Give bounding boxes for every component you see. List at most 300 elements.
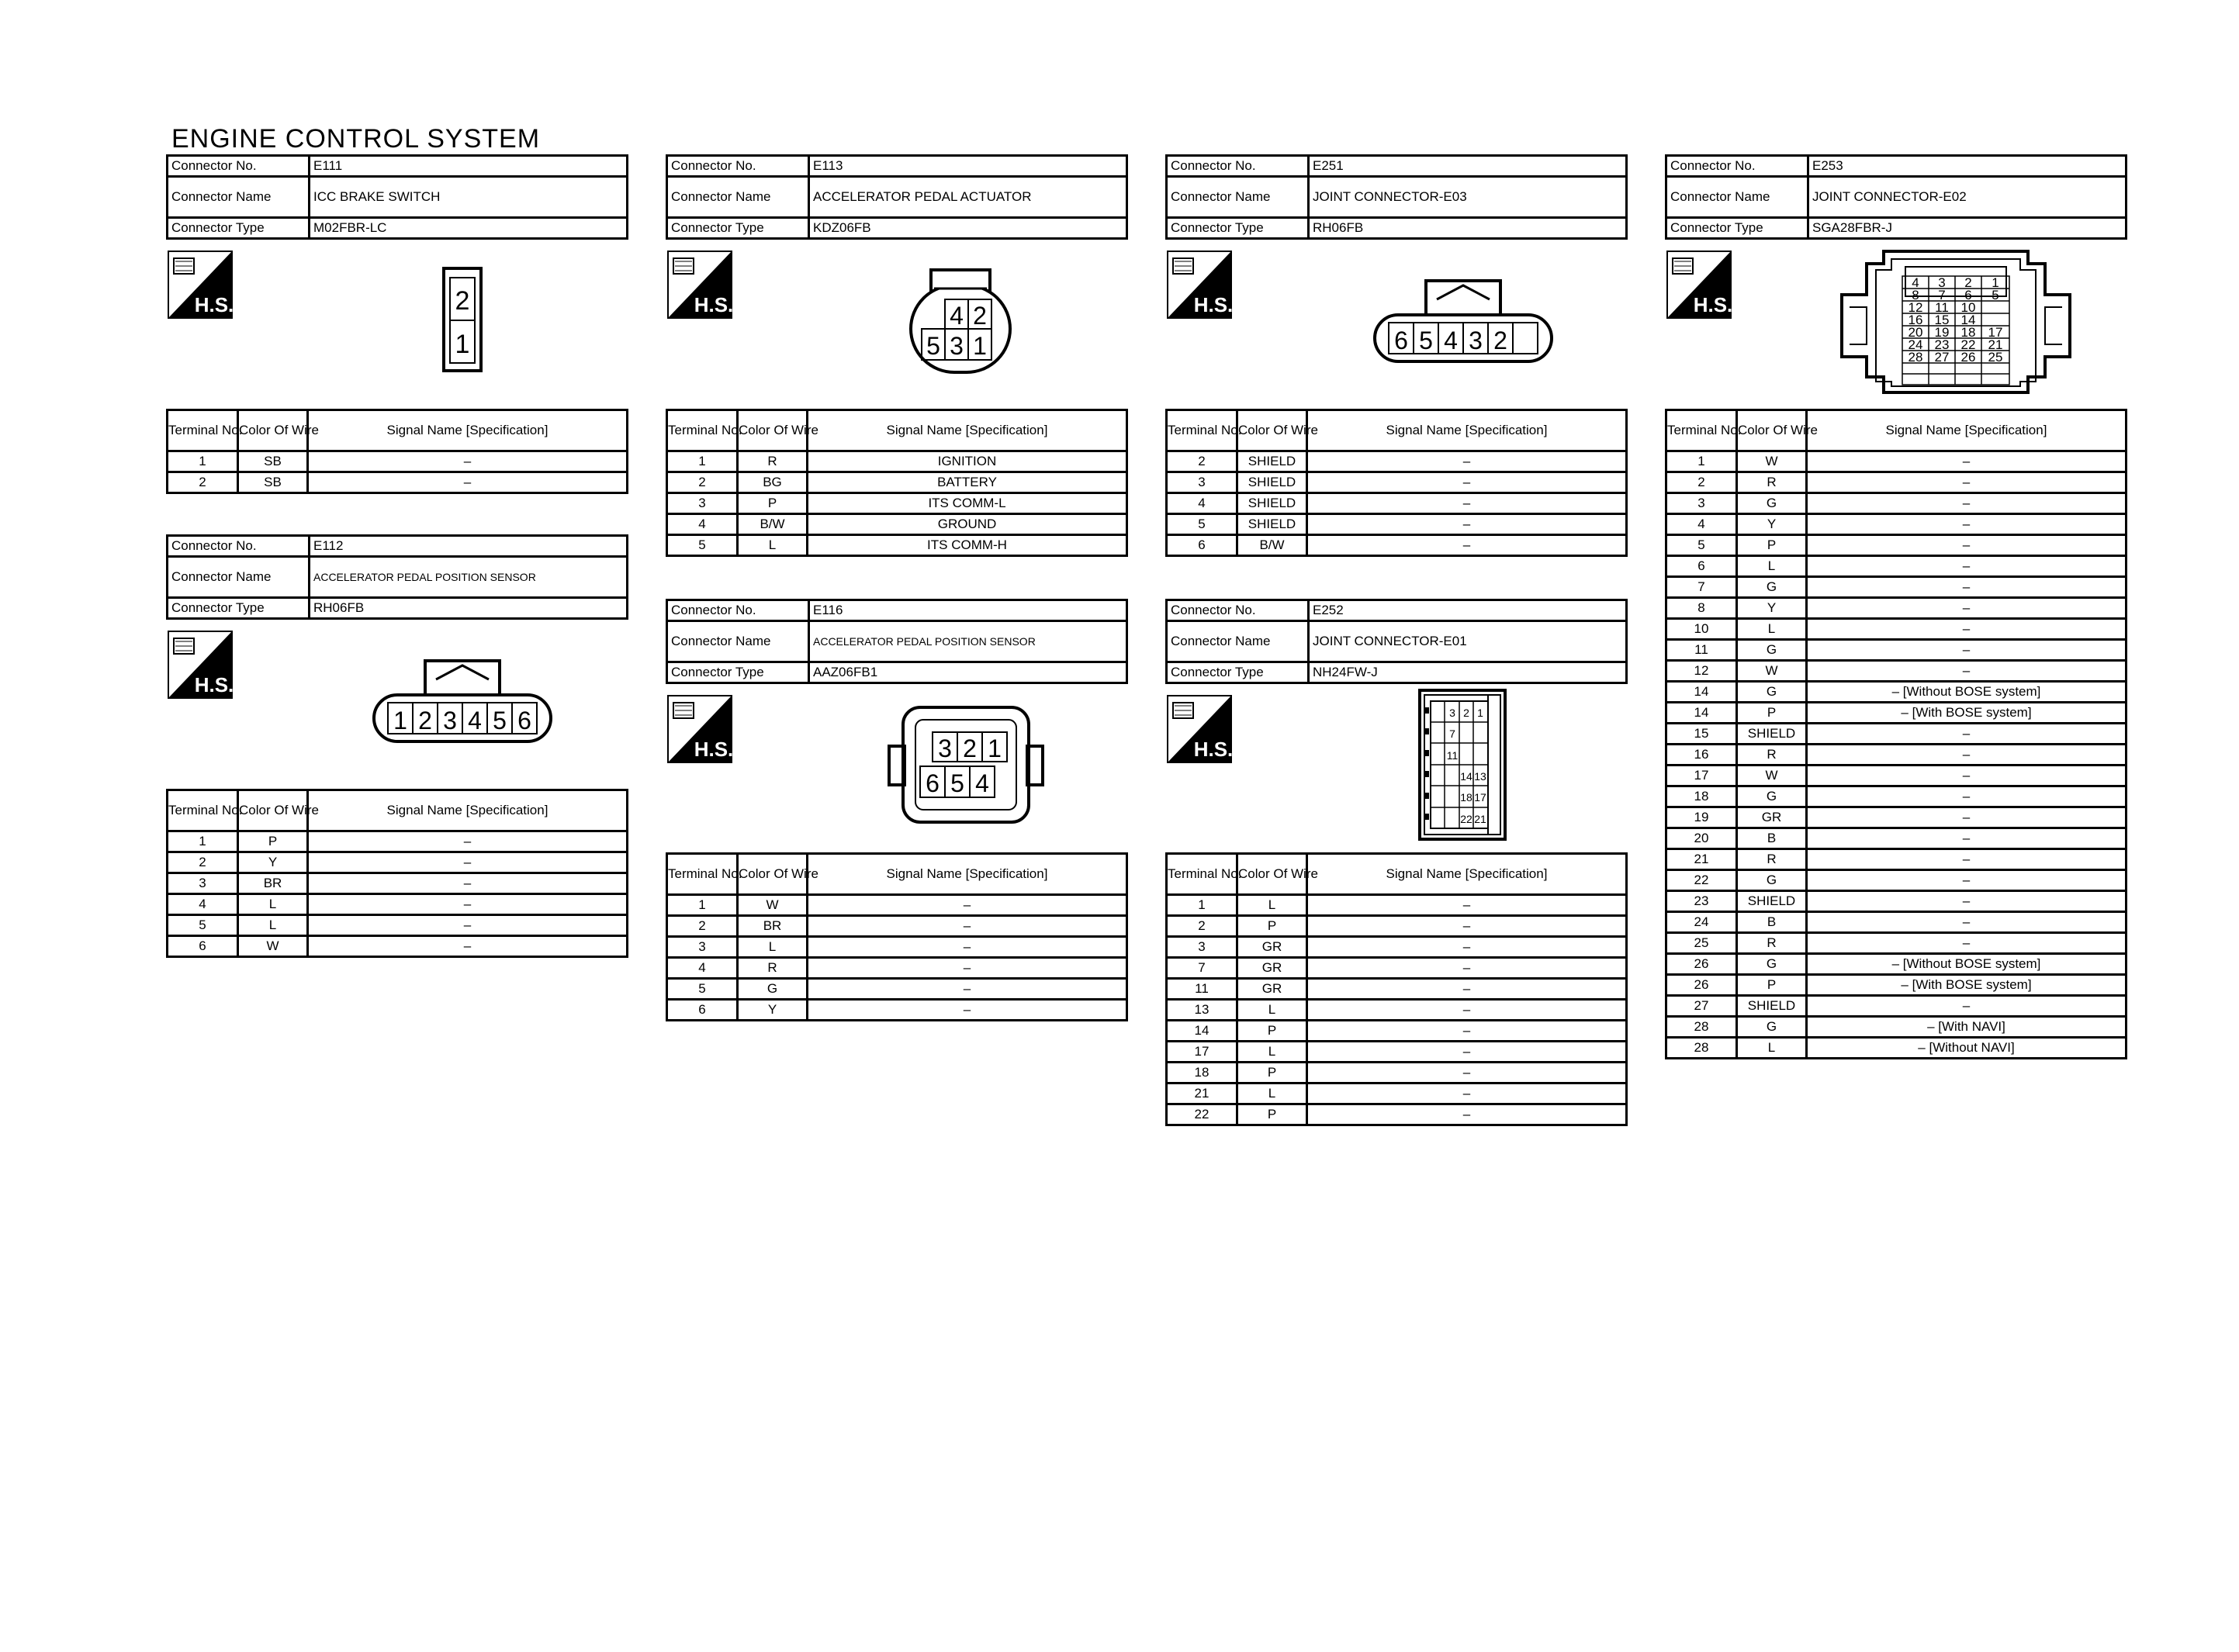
signal-name-cell: – — [1807, 766, 2127, 786]
table-row — [1167, 535, 1627, 556]
hs-icon — [168, 631, 233, 699]
signal-name-cell: – — [1807, 472, 2127, 493]
connector-no-value: E111 — [310, 156, 628, 177]
terminal-no-cell: 4 — [168, 894, 238, 915]
table-row — [1167, 514, 1627, 535]
table-row — [1666, 451, 2127, 472]
wire-color-cell: R — [1737, 933, 1807, 954]
wire-color-cell: P — [1237, 916, 1307, 937]
connector-no-value: E113 — [809, 156, 1127, 177]
e111-pin-table — [166, 409, 628, 494]
terminal-no-cell: 21 — [1167, 1083, 1237, 1104]
table-row — [1666, 640, 2127, 661]
connector-e116 — [666, 599, 1128, 684]
terminal-no-cell: 14 — [1666, 703, 1737, 724]
page-title: ENGINE CONTROL SYSTEM — [171, 124, 541, 154]
header-signal-name: Signal Name [Specification] — [1307, 854, 1627, 895]
terminal-no-cell: 15 — [1666, 724, 1737, 745]
signal-name-cell: – — [1307, 514, 1627, 535]
header-signal-name: Signal Name [Specification] — [808, 854, 1127, 895]
connector-e253-diagram — [1837, 248, 2075, 396]
table-row — [1666, 933, 2127, 954]
pin-label: 1 — [455, 330, 470, 359]
signal-name-cell: – — [308, 894, 628, 915]
header-color-of-wire: Color Of Wire — [738, 410, 808, 451]
signal-name-cell: – — [1307, 1021, 1627, 1042]
terminal-no-cell: 2 — [168, 852, 238, 873]
signal-name-cell: – — [1307, 535, 1627, 556]
wire-color-cell: Y — [238, 852, 308, 873]
pin-label: 28 — [1908, 350, 1923, 365]
signal-name-cell: – — [1307, 472, 1627, 493]
terminal-no-cell: 1 — [168, 831, 238, 852]
signal-name-cell: – — [1307, 979, 1627, 1000]
pin-label: 14 — [1960, 313, 1976, 327]
connector-e111-diagram — [441, 265, 484, 374]
pin-label: 1 — [1477, 707, 1483, 719]
table-row — [168, 831, 628, 852]
wire-color-cell: P — [1237, 1063, 1307, 1083]
table-row — [1666, 912, 2127, 933]
table-row — [1666, 472, 2127, 493]
e251-pin-table — [1165, 409, 1628, 557]
connector-info-table — [1665, 154, 2127, 240]
terminal-no-cell: 11 — [1666, 640, 1737, 661]
signal-name-cell: – — [308, 831, 628, 852]
pin-label: 26 — [1960, 350, 1976, 365]
table-row — [168, 915, 628, 936]
pin-label: 4 — [975, 769, 989, 797]
table-row — [1167, 493, 1627, 514]
table-row — [667, 451, 1127, 472]
terminal-no-cell: 11 — [1167, 979, 1237, 1000]
header-terminal-no: Terminal No. — [1167, 854, 1237, 895]
terminal-no-cell: 28 — [1666, 1038, 1737, 1059]
signal-name-cell: – — [1307, 1063, 1627, 1083]
signal-name-cell: – — [1307, 1104, 1627, 1125]
signal-name-cell: – — [1807, 807, 2127, 828]
pin-label: 13 — [1474, 770, 1486, 783]
wire-color-cell: L — [1737, 1038, 1807, 1059]
pin-label: 21 — [1988, 337, 2003, 352]
table-row — [1167, 958, 1627, 979]
pin-label: 10 — [1960, 300, 1976, 315]
terminal-no-cell: 8 — [1666, 598, 1737, 619]
connector-e112 — [166, 534, 628, 620]
signal-name-cell: – — [1307, 958, 1627, 979]
wire-color-cell: P — [238, 831, 308, 852]
wire-color-cell: Y — [738, 1000, 808, 1021]
pin-table — [1165, 852, 1628, 1126]
wire-color-cell: G — [1737, 493, 1807, 514]
table-row — [1666, 849, 2127, 870]
wire-color-cell: SHIELD — [1737, 891, 1807, 912]
wire-color-cell: R — [1737, 849, 1807, 870]
wire-color-cell: P — [1237, 1104, 1307, 1125]
label-connector-no: Connector No. — [667, 156, 809, 177]
connector-name-value: ICC BRAKE SWITCH — [310, 177, 628, 218]
signal-name-cell: – — [1807, 891, 2127, 912]
wire-color-cell: L — [1237, 1000, 1307, 1021]
wire-color-cell: SB — [238, 472, 308, 493]
connector-name-value: JOINT CONNECTOR-E01 — [1309, 621, 1627, 662]
terminal-no-cell: 2 — [1167, 451, 1237, 472]
connector-e251 — [1165, 154, 1628, 240]
signal-name-cell: – — [1807, 556, 2127, 577]
label-connector-type: Connector Type — [667, 218, 809, 239]
label-connector-name: Connector Name — [168, 177, 310, 218]
terminal-no-cell: 6 — [1666, 556, 1737, 577]
header-signal-name: Signal Name [Specification] — [1807, 410, 2127, 451]
connector-e251-diagram — [1372, 276, 1555, 368]
terminal-no-cell: 25 — [1666, 933, 1737, 954]
pin-label: 15 — [1934, 313, 1950, 327]
terminal-no-cell: 17 — [1167, 1042, 1237, 1063]
signal-name-cell: – — [308, 472, 628, 493]
wire-color-cell: L — [1237, 1083, 1307, 1104]
terminal-no-cell: 3 — [1666, 493, 1737, 514]
table-row — [1666, 556, 2127, 577]
wire-color-cell: BG — [738, 472, 808, 493]
connector-e113-diagram — [908, 267, 1013, 375]
pin-label: 11 — [1446, 749, 1459, 762]
connector-name-value: JOINT CONNECTOR-E03 — [1309, 177, 1627, 218]
table-row — [1666, 493, 2127, 514]
terminal-no-cell: 3 — [168, 873, 238, 894]
signal-name-cell: – — [1307, 451, 1627, 472]
table-row — [1167, 979, 1627, 1000]
wire-color-cell: P — [1237, 1021, 1307, 1042]
signal-name-cell: – — [308, 873, 628, 894]
table-row — [1167, 1063, 1627, 1083]
signal-name-cell: GROUND — [808, 514, 1127, 535]
terminal-no-cell: 18 — [1666, 786, 1737, 807]
wire-color-cell: SB — [238, 451, 308, 472]
e253-pin-table — [1665, 409, 2127, 1059]
terminal-no-cell: 1 — [1666, 451, 1737, 472]
signal-name-cell: – — [1807, 640, 2127, 661]
wire-color-cell: B/W — [738, 514, 808, 535]
connector-name-value: JOINT CONNECTOR-E02 — [1808, 177, 2127, 218]
table-row — [168, 936, 628, 957]
label-connector-name: Connector Name — [168, 557, 310, 598]
connector-no-value: E251 — [1309, 156, 1627, 177]
svg-text:H.S.: H.S. — [694, 738, 734, 761]
signal-name-cell: – — [1807, 828, 2127, 849]
header-terminal-no: Terminal No. — [667, 410, 738, 451]
pin-label: 2 — [455, 286, 470, 316]
signal-name-cell: – — [808, 937, 1127, 958]
terminal-no-cell: 20 — [1666, 828, 1737, 849]
label-connector-name: Connector Name — [1167, 177, 1309, 218]
signal-name-cell: – — [1307, 916, 1627, 937]
label-connector-no: Connector No. — [168, 156, 310, 177]
table-row — [1666, 891, 2127, 912]
connector-type-value: NH24FW-J — [1309, 662, 1627, 683]
terminal-no-cell: 22 — [1666, 870, 1737, 891]
wire-color-cell: L — [238, 915, 308, 936]
wire-color-cell: L — [738, 535, 808, 556]
table-row — [667, 1000, 1127, 1021]
signal-name-cell: – — [1307, 1083, 1627, 1104]
signal-name-cell: – — [1307, 1000, 1627, 1021]
wire-color-cell: W — [1737, 766, 1807, 786]
pin-label: 6 — [517, 707, 531, 734]
terminal-no-cell: 5 — [1666, 535, 1737, 556]
signal-name-cell: – — [1807, 870, 2127, 891]
pin-label: 16 — [1908, 313, 1923, 327]
wire-color-cell: P — [1737, 703, 1807, 724]
terminal-no-cell: 21 — [1666, 849, 1737, 870]
wire-color-cell: W — [238, 936, 308, 957]
pin-label: 5 — [926, 332, 940, 360]
pin-label: 2 — [418, 707, 432, 734]
pin-label: 7 — [1449, 728, 1455, 740]
terminal-no-cell: 6 — [168, 936, 238, 957]
signal-name-cell: – — [308, 451, 628, 472]
wire-color-cell: BR — [738, 916, 808, 937]
wire-color-cell: R — [1737, 472, 1807, 493]
terminal-no-cell: 6 — [667, 1000, 738, 1021]
pin-label: 3 — [938, 734, 952, 762]
connector-no-value: E253 — [1808, 156, 2127, 177]
pin-label: 6 — [1964, 288, 1972, 302]
pin-label: 3 — [443, 707, 457, 734]
terminal-no-cell: 26 — [1666, 954, 1737, 975]
table-row — [667, 472, 1127, 493]
table-row — [1666, 577, 2127, 598]
connector-e112-diagram — [371, 656, 554, 748]
header-terminal-no: Terminal No. — [168, 410, 238, 451]
label-connector-type: Connector Type — [1167, 218, 1309, 239]
table-row — [1666, 682, 2127, 703]
signal-name-cell: ITS COMM-L — [808, 493, 1127, 514]
pin-label: 24 — [1908, 337, 1923, 352]
pin-label: 3 — [950, 332, 964, 360]
pin-table — [1165, 409, 1628, 557]
wire-color-cell: Y — [1737, 514, 1807, 535]
terminal-no-cell: 3 — [1167, 937, 1237, 958]
signal-name-cell: – — [1807, 514, 2127, 535]
label-connector-name: Connector Name — [1666, 177, 1808, 218]
pin-label: 22 — [1460, 813, 1472, 825]
pin-label: 2 — [1493, 327, 1507, 354]
wire-color-cell: P — [1737, 535, 1807, 556]
connector-name-value: ACCELERATOR PEDAL POSITION SENSOR — [310, 557, 628, 598]
connector-info-table — [166, 154, 628, 240]
table-row — [1666, 514, 2127, 535]
pin-label: 6 — [1394, 327, 1408, 354]
connector-e252-diagram — [1417, 687, 1508, 842]
table-row — [1167, 895, 1627, 916]
pin-label: 1 — [393, 707, 407, 734]
wire-color-cell: Y — [1737, 598, 1807, 619]
wire-color-cell: L — [1737, 619, 1807, 640]
table-row — [1666, 598, 2127, 619]
connector-type-value: SGA28FBR-J — [1808, 218, 2127, 239]
connector-info-table — [666, 154, 1128, 240]
header-color-of-wire: Color Of Wire — [238, 790, 308, 831]
pin-label: 5 — [1992, 288, 1999, 302]
pin-label: 11 — [1935, 300, 1949, 315]
header-color-of-wire: Color Of Wire — [738, 854, 808, 895]
terminal-no-cell: 13 — [1167, 1000, 1237, 1021]
header-color-of-wire: Color Of Wire — [1737, 410, 1807, 451]
terminal-no-cell: 1 — [168, 451, 238, 472]
terminal-no-cell: 4 — [667, 958, 738, 979]
pin-label: 17 — [1988, 325, 2003, 340]
terminal-no-cell: 22 — [1167, 1104, 1237, 1125]
wire-color-cell: R — [738, 451, 808, 472]
table-row — [1666, 1017, 2127, 1038]
signal-name-cell: – — [1807, 451, 2127, 472]
terminal-no-cell: 4 — [1167, 493, 1237, 514]
wire-color-cell: W — [1737, 661, 1807, 682]
pin-table — [1665, 409, 2127, 1059]
signal-name-cell: – [Without BOSE system] — [1807, 954, 2127, 975]
wire-color-cell: W — [1737, 451, 1807, 472]
wire-color-cell: SHIELD — [1237, 493, 1307, 514]
table-row — [1666, 703, 2127, 724]
signal-name-cell: – — [1807, 849, 2127, 870]
svg-text:H.S.: H.S. — [694, 293, 734, 316]
table-row — [1666, 745, 2127, 766]
pin-label: 4 — [468, 707, 482, 734]
wire-color-cell: W — [738, 895, 808, 916]
wire-color-cell: P — [738, 493, 808, 514]
table-row — [1666, 828, 2127, 849]
header-terminal-no: Terminal No. — [1666, 410, 1737, 451]
table-row — [1666, 807, 2127, 828]
terminal-no-cell: 7 — [1666, 577, 1737, 598]
pin-label: 7 — [1938, 288, 1946, 302]
table-row — [168, 873, 628, 894]
label-connector-name: Connector Name — [1167, 621, 1309, 662]
table-row — [667, 514, 1127, 535]
signal-name-cell: – — [1807, 912, 2127, 933]
connector-info-table — [1165, 154, 1628, 240]
table-row — [1167, 1042, 1627, 1063]
table-row — [1666, 724, 2127, 745]
header-terminal-no: Terminal No. — [1167, 410, 1237, 451]
pin-label: 19 — [1934, 325, 1950, 340]
terminal-no-cell: 5 — [1167, 514, 1237, 535]
header-signal-name: Signal Name [Specification] — [308, 790, 628, 831]
wire-color-cell: GR — [1737, 807, 1807, 828]
terminal-no-cell: 16 — [1666, 745, 1737, 766]
signal-name-cell: – — [1807, 493, 2127, 514]
header-color-of-wire: Color Of Wire — [1237, 854, 1307, 895]
svg-text:H.S.: H.S. — [1193, 293, 1234, 316]
table-row — [1666, 535, 2127, 556]
terminal-no-cell: 2 — [1167, 916, 1237, 937]
connector-name-value: ACCELERATOR PEDAL ACTUATOR — [809, 177, 1127, 218]
connector-e253 — [1665, 154, 2127, 240]
wire-color-cell: G — [1737, 640, 1807, 661]
signal-name-cell: – [Without NAVI] — [1807, 1038, 2127, 1059]
signal-name-cell: – [Without BOSE system] — [1807, 682, 2127, 703]
signal-name-cell: IGNITION — [808, 451, 1127, 472]
pin-label: 12 — [1908, 300, 1923, 315]
table-row — [1167, 472, 1627, 493]
terminal-no-cell: 10 — [1666, 619, 1737, 640]
wire-color-cell: G — [1737, 577, 1807, 598]
signal-name-cell: – — [1807, 661, 2127, 682]
pin-label: 2 — [1463, 707, 1469, 719]
wire-color-cell: GR — [1237, 979, 1307, 1000]
connector-type-value: AAZ06FB1 — [809, 662, 1127, 683]
pin-label: 17 — [1474, 791, 1486, 804]
table-row — [1666, 766, 2127, 786]
label-connector-no: Connector No. — [1167, 600, 1309, 621]
pin-label: 25 — [1988, 350, 2003, 365]
connector-no-value: E252 — [1309, 600, 1627, 621]
signal-name-cell: – — [1807, 619, 2127, 640]
pin-label: 2 — [1964, 275, 1972, 290]
header-color-of-wire: Color Of Wire — [1237, 410, 1307, 451]
connector-info-table — [166, 534, 628, 620]
wire-color-cell: L — [1737, 556, 1807, 577]
terminal-no-cell: 12 — [1666, 661, 1737, 682]
pin-label: 3 — [1469, 327, 1483, 354]
signal-name-cell: – — [1807, 933, 2127, 954]
table-row — [1167, 451, 1627, 472]
wire-color-cell: B — [1737, 828, 1807, 849]
hs-icon — [1666, 251, 1732, 319]
header-color-of-wire: Color Of Wire — [238, 410, 308, 451]
pin-row — [393, 703, 531, 734]
pin-label: 27 — [1934, 350, 1950, 365]
signal-name-cell: BATTERY — [808, 472, 1127, 493]
table-row — [667, 916, 1127, 937]
pin-table — [666, 409, 1128, 557]
connector-info-table — [1165, 599, 1628, 684]
label-connector-no: Connector No. — [1167, 156, 1309, 177]
label-connector-type: Connector Type — [1167, 662, 1309, 683]
signal-name-cell: – — [308, 936, 628, 957]
wire-color-cell: L — [1237, 1042, 1307, 1063]
table-row — [168, 894, 628, 915]
pin-table — [666, 852, 1128, 1021]
connector-e111 — [166, 154, 628, 240]
pin-label: 21 — [1474, 813, 1486, 825]
wire-color-cell: B/W — [1237, 535, 1307, 556]
terminal-no-cell: 24 — [1666, 912, 1737, 933]
wire-color-cell: SHIELD — [1737, 724, 1807, 745]
e112-pin-table — [166, 789, 628, 958]
table-row — [667, 895, 1127, 916]
pin-label: 2 — [973, 302, 987, 330]
label-connector-type: Connector Type — [168, 218, 310, 239]
e116-pin-table — [666, 852, 1128, 1021]
label-connector-name: Connector Name — [667, 621, 809, 662]
table-row — [168, 472, 628, 493]
wire-color-cell: SHIELD — [1237, 472, 1307, 493]
pin-table — [166, 409, 628, 494]
signal-name-cell: – — [808, 895, 1127, 916]
terminal-no-cell: 19 — [1666, 807, 1737, 828]
connector-no-value: E112 — [310, 536, 628, 557]
table-row — [667, 937, 1127, 958]
terminal-no-cell: 26 — [1666, 975, 1737, 996]
terminal-no-cell: 4 — [1666, 514, 1737, 535]
wire-color-cell: B — [1737, 912, 1807, 933]
pin-label: 14 — [1460, 770, 1472, 783]
svg-text:H.S.: H.S. — [194, 293, 234, 316]
e252-pin-table — [1165, 852, 1628, 1126]
signal-name-cell: – — [1807, 577, 2127, 598]
pin-label: 5 — [493, 707, 507, 734]
